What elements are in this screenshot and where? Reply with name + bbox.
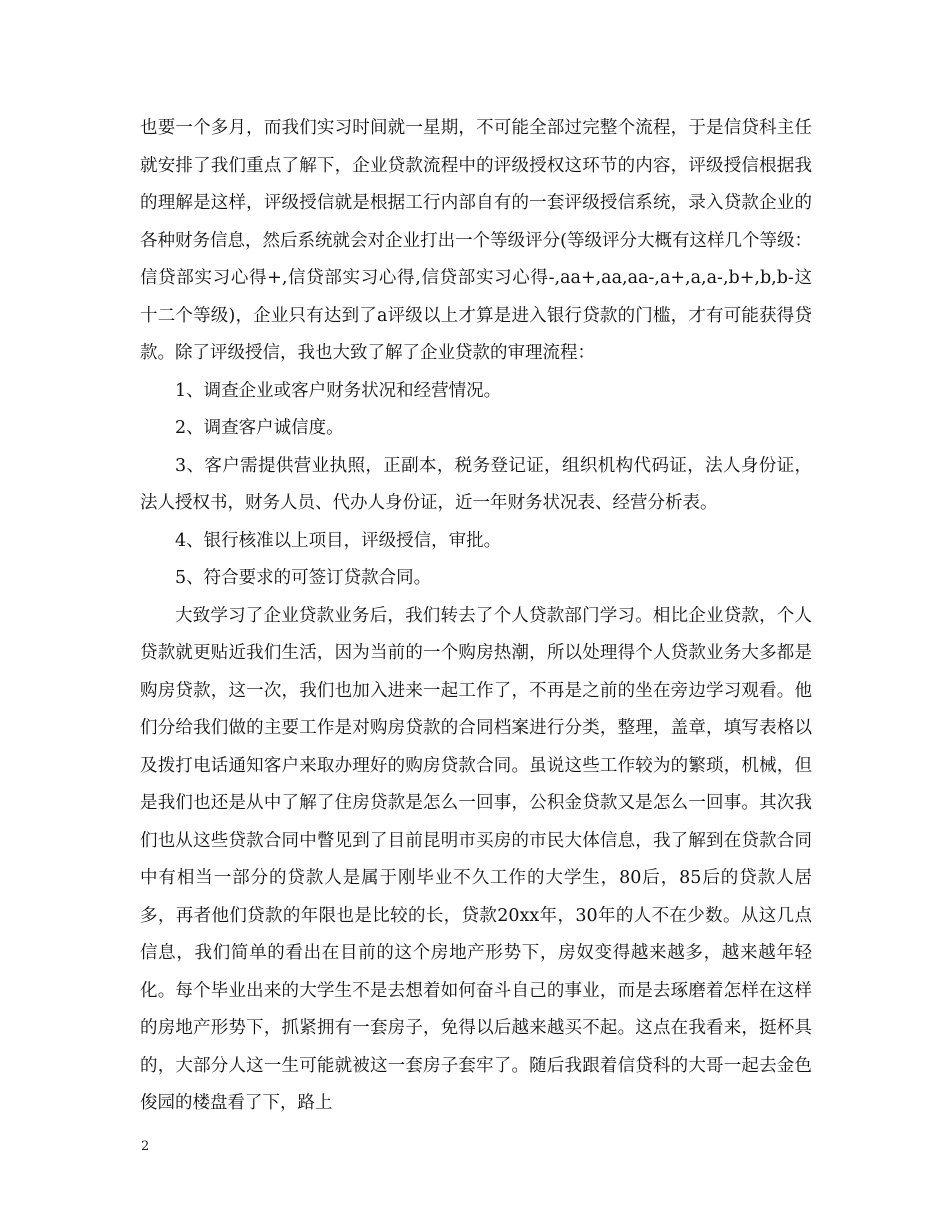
list-item-step-5: 5、符合要求的可签订贷款合同。 (175, 568, 432, 588)
document-body (140, 110, 812, 1123)
list-item-step-3: 3、客户需提供营业执照，正副本，税务登记证，组织机构代码证，法人身份证，法人授权书，财务人员、代办人身份证，近一年财务状况表、经营分析表。 (140, 455, 812, 513)
list-item-step-4: 4、银行核准以上项目，评级授信，审批。 (175, 530, 502, 551)
page-number: 2 (141, 1139, 150, 1154)
list-item-step-1: 1、调查企业或客户财务状况和经营情况。 (175, 380, 502, 401)
paragraph-credit-rating: 也要一个多月，而我们实习时间就一星期，不可能全部过完整个流程，于是信贷科主任就安排了我们重点了解下，企业贷款流程中的评级授权这环节的内容，评级授信根据我的理解是这样，评级授信就是根据工行内部自有的一套评级授信系统，录入贷款企业的各种财务信息，然后系统就会对企业打出一个等级评分(等级评分大概有这样几个等级：信贷部实习心得+,信贷部实习心得,信贷部实习心得-,aa+,aa,aa-,a+,a,a-,b+,b,b-这十二个等级)，企业只有达到了a评级以上才算是进入银行贷款的门槛，才有可能获得贷款。除了评级授信，我也大致了解了企业贷款的审理流程： (140, 118, 812, 363)
list-item-step-2: 2、调查客户诚信度。 (175, 418, 344, 438)
paragraph-personal-loans: 大致学习了企业贷款业务后，我们转去了个人贷款部门学习。相比企业贷款，个人贷款就更贴近我们生活，因为当前的一个购房热潮，所以处理得个人贷款业务大多都是购房贷款，这一次，我们也加入进来一起工作了，不再是之前的坐在旁边学习观看。他们分给我们做的主要工作是对购房贷款的合同档案进行分类，整理，盖章，填写表格以及拨打电话通知客户来取办理好的购房贷款合同。虽说这些工作较为的繁琐，机械，但是我们也还是从中了解了住房贷款是怎么一回事，公积金贷款又是怎么一回事。其次我们也从这些贷款合同中瞥见到了目前昆明市买房的市民大体信息，我了解到在贷款合同中有相当一部分的贷款人是属于刚毕业不久工作的大学生，80后，85后的贷款人居多，再者他们贷款的年限也是比较的长，贷款20xx年，30年的人不在少数。从这几点信息，我们简单的看出在目前的这个房地产形势下，房奴变得越来越多，越来越年轻化。每个毕业出来的大学生不是去想着如何奋斗自己的事业，而是去琢磨着怎样在这样的房地产形势下，抓紧拥有一套房子，免得以后越来越买不起。这点在我看来，挺杯具的，大部分人这一生可能就被这一套房子套牢了。随后我跟着信贷科的大哥一起去金色俊园的楼盘看了下，路上 (140, 605, 812, 1113)
